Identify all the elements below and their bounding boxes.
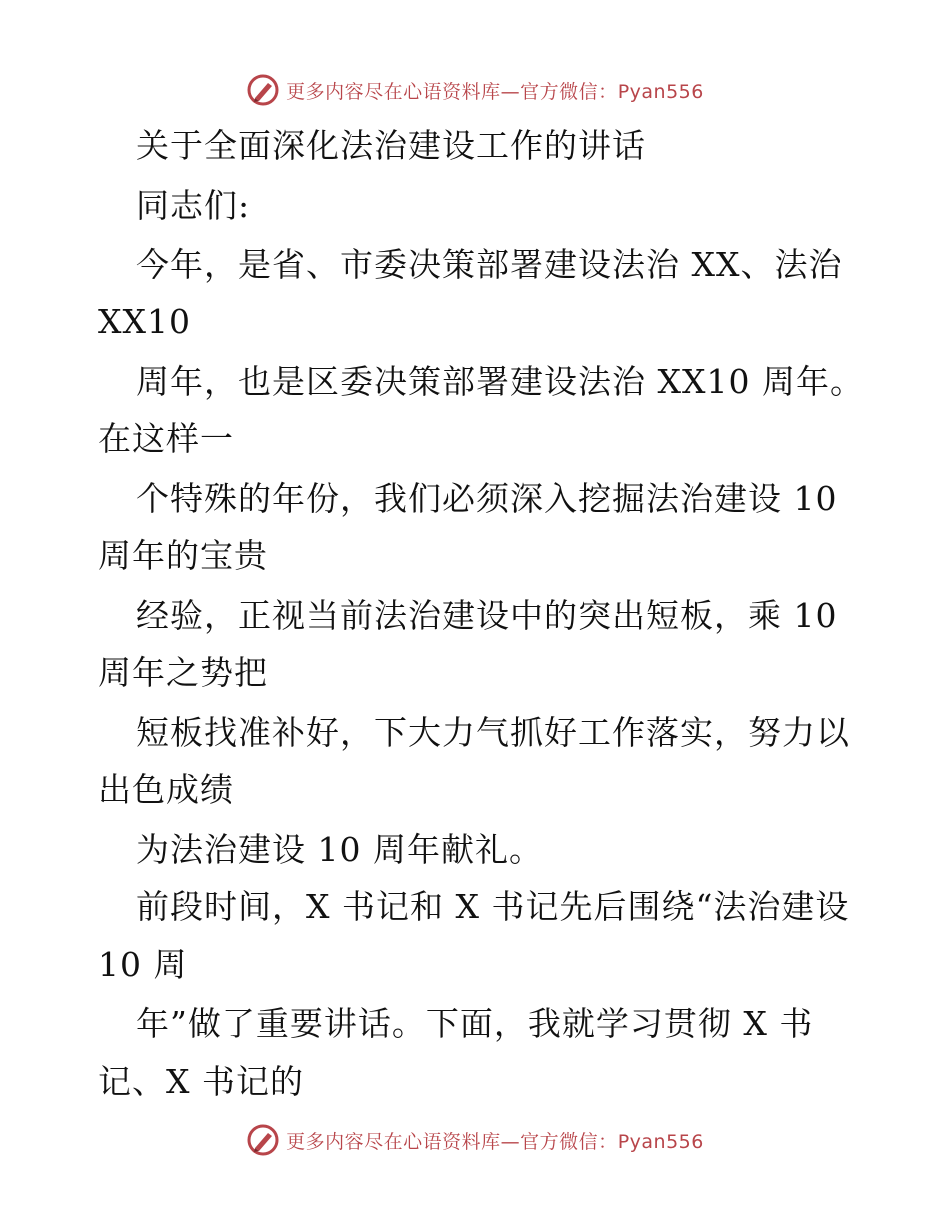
- pen-logo-icon: [246, 1123, 280, 1157]
- paragraph-line: XX10: [98, 302, 191, 341]
- paragraph-line: 周年，也是区委决策部署建设法治 XX10 周年。: [136, 362, 864, 401]
- banner-text: [286, 1127, 704, 1154]
- paragraph-line: 10 周: [98, 945, 188, 984]
- paragraph-line: 记、X 书记的: [98, 1062, 304, 1101]
- banner-wechat-id: Pyan556: [617, 80, 704, 103]
- paragraph-line: 为法治建设 10 周年献礼。: [136, 830, 543, 869]
- paragraph-line: 出色成绩: [98, 770, 234, 809]
- paragraph-line: 在这样一: [98, 419, 234, 458]
- banner-official-text: 官方微信：: [520, 80, 618, 103]
- banner-separator: —: [500, 1130, 521, 1153]
- paragraph-line: 短板找准补好，下大力气抓好工作落实，努力以: [136, 713, 850, 752]
- document-title: 关于全面深化法治建设工作的讲话: [136, 126, 646, 165]
- banner-official-text: 官方微信：: [520, 1130, 618, 1153]
- header-banner: [0, 70, 950, 110]
- salutation: 同志们:: [136, 186, 251, 225]
- banner-text: [286, 77, 704, 104]
- paragraph-line: 年”做了重要讲话。下面，我就学习贯彻 X 书: [136, 1004, 814, 1043]
- banner-separator: —: [500, 80, 521, 103]
- pen-logo-icon: [246, 73, 280, 107]
- banner-wechat-id: Pyan556: [617, 1130, 704, 1153]
- paragraph-line: 经验，正视当前法治建设中的突出短板，乘 10: [136, 596, 838, 635]
- footer-banner: [0, 1120, 950, 1160]
- paragraph-line: 个特殊的年份，我们必须深入挖掘法治建设 10: [136, 479, 838, 518]
- paragraph-line: 今年，是省、市委决策部署建设法治 XX、法治: [136, 245, 843, 284]
- banner-main-text: 更多内容尽在心语资料库: [286, 80, 501, 103]
- banner-content: [246, 73, 704, 107]
- banner-content: [246, 1123, 704, 1157]
- banner-main-text: 更多内容尽在心语资料库: [286, 1130, 501, 1153]
- paragraph-line: 周年的宝贵: [98, 536, 268, 575]
- paragraph-line: 周年之势把: [98, 653, 268, 692]
- paragraph-line: 前段时间，X 书记和 X 书记先后围绕“法治建设: [136, 887, 850, 926]
